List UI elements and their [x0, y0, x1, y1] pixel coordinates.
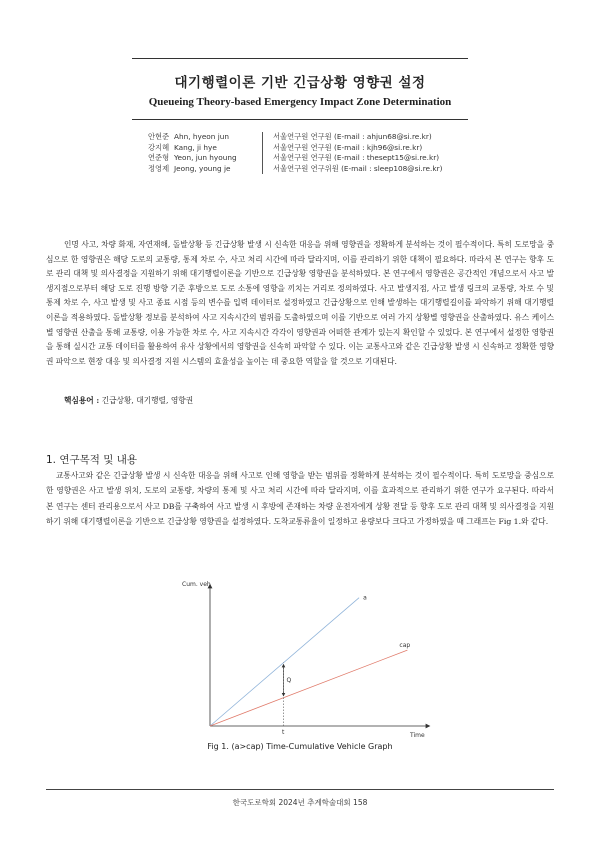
footer-divider	[46, 789, 554, 790]
author-name-korean: 연준형	[148, 153, 170, 162]
x-axis-label: Time	[410, 732, 425, 739]
paper-title-korean: 대기행렬이론 기반 긴급상황 영향권 설정	[174, 75, 426, 91]
author-row	[148, 164, 442, 175]
time-t-label: t	[282, 729, 285, 736]
keywords-value: 긴급상황, 대기행렬, 영향권	[101, 396, 194, 405]
figure-1	[180, 576, 440, 742]
series-label-a: a	[363, 594, 367, 602]
time-cumulative-vehicle-chart	[180, 576, 440, 742]
author-affiliation: 서울연구원 연구원 (E-mail : kjh96@si.re.kr)	[273, 142, 423, 152]
author-name-english: Jeong, young je	[174, 164, 263, 175]
series-label-cap: cap	[399, 642, 411, 650]
figure-caption: Fig 1. (a>cap) Time-Cumulative Vehicle Graph	[207, 742, 393, 751]
author-row	[148, 132, 442, 143]
keywords	[64, 395, 193, 406]
paper-title-english: Queueing Theory-based Emergency Impact Zone Determination	[148, 96, 452, 108]
arrival-curve-a	[210, 598, 359, 726]
queue-q-label: Q	[286, 677, 292, 685]
page-footer: 한국도로학회 2024년 추계학술대회 158	[232, 798, 368, 807]
section-title: 1. 연구목적 및 내용	[46, 454, 138, 466]
y-axis-label: Cum. veh	[182, 581, 211, 588]
author-name-korean: 강지혜	[148, 142, 170, 152]
keywords-label: 핵심용어 :	[64, 396, 100, 405]
author-name-english: Ahn, hyeon jun	[174, 132, 263, 143]
author-list	[148, 132, 442, 174]
author-name-english: Kang, ji hye	[174, 143, 263, 154]
author-name-korean: 정영제	[148, 163, 170, 173]
abstract-text: 인명 사고, 차량 화재, 자연재해, 돌발상황 등 긴급상황 발생 시 신속한 대응을 위해 영향권을 정확하게 분석하는 것이 필수적이다. 특히 도로망을 중심으로 한 영향권은 해당 도로의 교통량, 통제 차로 수, 사고 처리 시간에 따라 달라지며, 이를 관리하기 위한 대책이 필요하다. 따라서 본 연구는 향후 도로 관리 대책 및 의사결정을 지원하기 위해 대기행렬이론을 기반으로 긴급상황 영향권을 분석하였다. 본 연구에서 영향권은 공간적인 개념으로서 사고 발생지점으로부터 해당 도로 진행 방향 기준 후방으로 도로 소통에 영향을 끼치는 거리로 정의하였다. 사고 발생지점, 사고 발생 링크의 교통량, 차로 수 및 통제 차로 수, 사고 발생 및 사고 종료 시점 등의 변수를 입력 데이터로 설정하였고 긴급상황으로 인해 발생하는 대기행렬길이를 파악하기 위해 대기행렬이론을 적용하였다. 돌발상황 정보를 분석하여 사고 지속시간의 범위를 도출하였으며 이를 기반으로 여러 가지 상황별 영향권을 산출하였다. 유스 케이스별 영향권 산출을 통해 교통량, 이용 가능한 차로 수, 사고 지속시간 각각이 영향권과 어떠한 관계가 있는지 확인할 수 있었다. 본 연구에서 설정한 영향권을 통해 실시간 교통 데이터를 활용하여 유사 상황에서의 영향권을 신속히 파악할 수 있다. 이는 교통사고와 같은 긴급상황 발생 시 신속하고 정확한 영향권 파악으로 현장 대응 및 의사결정 지원 시스템의 효율성을 높이는 데 중요한 역할을 할 것으로 기대된다.	[46, 240, 554, 366]
author-row	[148, 143, 442, 154]
author-affiliation: 서울연구원 연구위원 (E-mail : sleep108@si.re.kr)	[273, 163, 443, 173]
capacity-curve-cap	[210, 650, 407, 726]
author-affiliation: 서울연구원 연구원 (E-mail : thesept15@si.re.kr)	[273, 153, 440, 162]
author-name-english: Yeon, jun hyoung	[174, 153, 263, 164]
author-affiliation: 서울연구원 연구원 (E-mail : ahjun68@si.re.kr)	[273, 132, 432, 141]
section-body-text: 교통사고와 같은 긴급상황 발생 시 신속한 대응을 위해 사고로 인해 영향을 받는 범위를 정확하게 분석하는 것이 필수적이다. 특히 도로망을 중심으로 한 영향권은 사고 발생 위치, 도로의 교통량, 차량의 통제 및 사고 처리 시간에 따라 달라지며, 이를 효과적으로 관리하기 위한 연구가 요구된다. 따라서 본 연구는 센터 관리용으로서 사고 DB를 구축하여 사고 발생 시 후방에 존재하는 차량 운전자에게 상황 전달 등 향후 도로 관리 대책 및 의사결정을 지원하기 위해 대기행렬이론을 기반으로 긴급상황 영향권을 설정하였다. 도착교통류율이 일정하고 용량보다 크다고 가정하였을 때 그래프는 Fig 1.와 같다.	[46, 471, 554, 527]
author-name-korean: 안현준	[148, 132, 170, 141]
author-row	[148, 153, 442, 164]
title-block	[132, 58, 468, 120]
